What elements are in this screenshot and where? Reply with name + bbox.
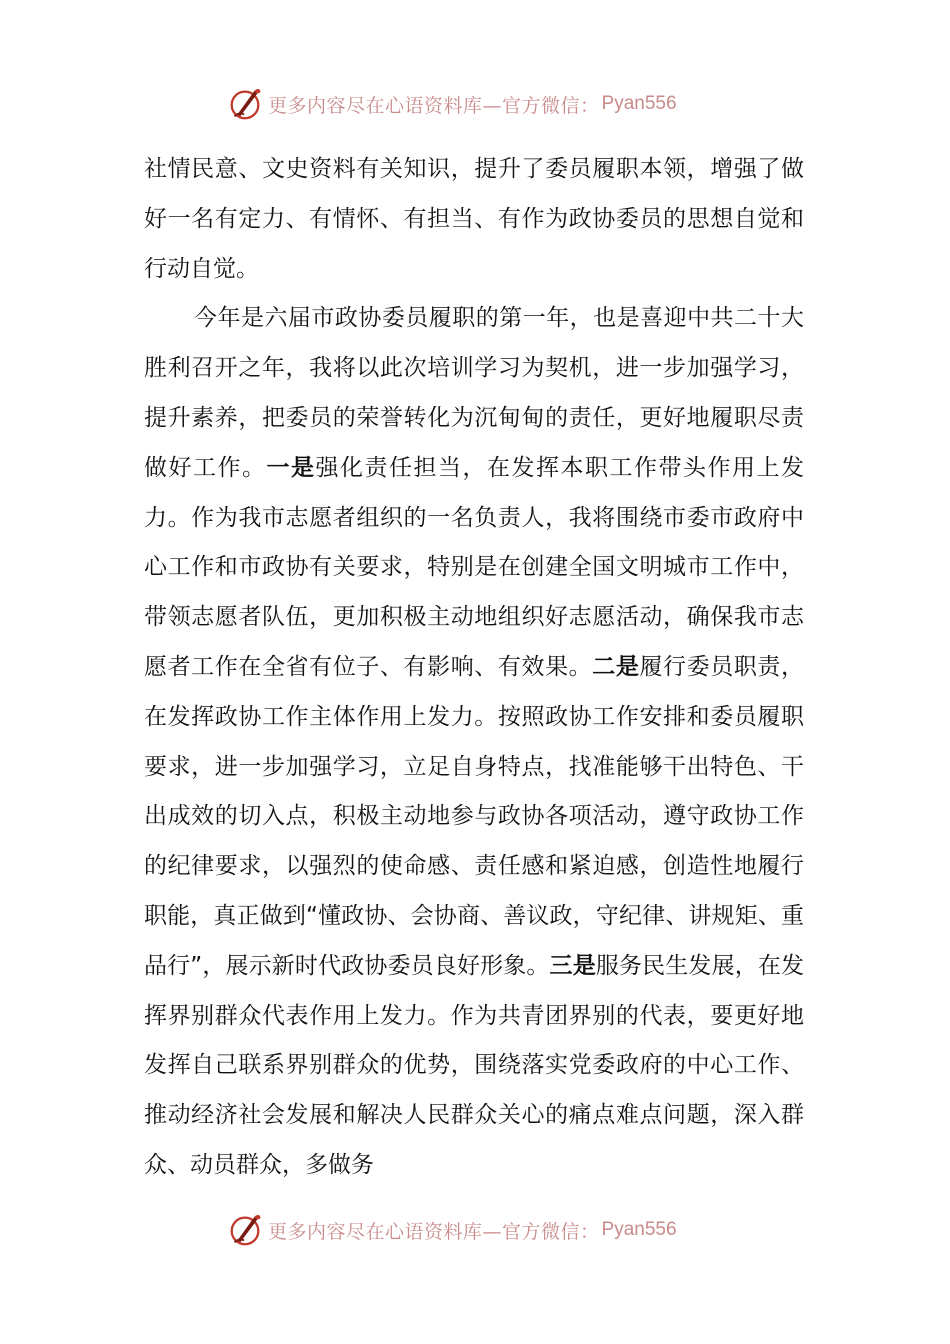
quill-pen-logo-icon <box>226 1211 264 1249</box>
paragraph-main <box>144 294 804 1190</box>
quill-pen-logo-icon <box>226 85 264 123</box>
paragraph-continued: 社情民意、文史资料有关知识，提升了委员履职本领，增强了做好一名有定力、有情怀、有担当、有作为政协委员的思想自觉和行动自觉。 <box>144 156 804 282</box>
header-watermark <box>226 84 677 124</box>
footer-watermark <box>226 1210 677 1250</box>
point-one-text: 强化责任担当，在发挥本职工作带头作用上发力。作为我市志愿者组织的一名负责人，我将围绕市委市政府中心工作和市政协有关要求，特别是在创建全国文明城市工作中，带领志愿者队伍，更加积极主动地组织好志愿活动，确保我市志愿者工作在全省有位子、有影响、有效果。 <box>144 454 804 680</box>
point-two-label: 二是 <box>592 653 640 680</box>
point-three-label: 三是 <box>549 952 596 979</box>
watermark-wechat-id: Pyan556 <box>601 1219 677 1240</box>
paragraph-intro: 今年是六届市政协委员履职的第一年，也是喜迎中共二十大胜利召开之年，我将以此次培训学习为契机，进一步加强学习，提升素养，把委员的荣誉转化为沉甸甸的责任，更好地履职尽责做好工作。 <box>144 305 804 481</box>
watermark-text: 更多内容尽在心语资料库—官方微信： <box>268 1220 600 1243</box>
watermark-wechat-id: Pyan556 <box>601 93 677 114</box>
point-two-text: 履行委员职责，在发挥政协工作主体作用上发力。按照政协工作安排和委员履职要求，进一步加强学习，立足自身特点，找准能够干出特色、干出成效的切入点，积极主动地参与政协各项活动，遵守政协工作的纪律要求，以强烈的使命感、责任感和紧迫感，创造性地履行职能，真正做到“懂政协、会协商、善议政，守纪律、讲规矩、重品行”，展示新时代政协委员良好形象。 <box>144 653 805 979</box>
document-body <box>144 145 804 1191</box>
point-one-label: 一是 <box>266 454 316 481</box>
point-three-text: 服务民生发展，在发挥界别群众代表作用上发力。作为共青团界别的代表，要更好地发挥自己联系界别群众的优势，围绕落实党委政府的中心工作、推动经济社会发展和解决人民群众关心的痛点难点问题，深入群众、动员群众，多做务 <box>144 952 805 1178</box>
watermark-text: 更多内容尽在心语资料库—官方微信： <box>268 94 600 117</box>
